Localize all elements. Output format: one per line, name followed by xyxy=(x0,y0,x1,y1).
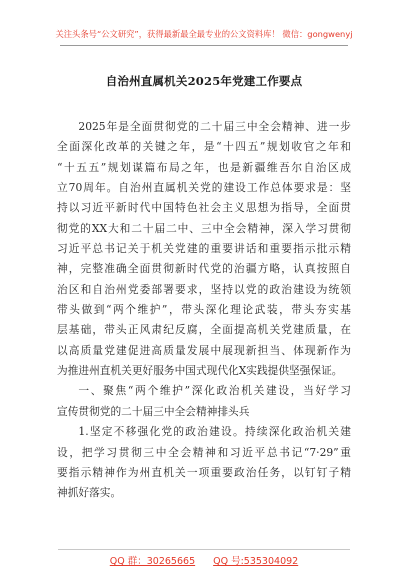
body-line: 神，完整准确全面贯彻新时代党的治疆方略，认真按照自 xyxy=(57,262,351,276)
qq-group-link[interactable]: QQ 群：30265665 xyxy=(109,556,196,567)
body-line: 习近平总书记关于机关党建的重要讲话和重要指示批示精 xyxy=(57,242,351,256)
body-line: 层基础，带头正风肃纪反腐，全面提高机关党建质量，在 xyxy=(57,323,351,337)
body-line: 设，把学习贯彻三中全会精神和习近平总书记“7·29”重 xyxy=(57,445,351,459)
header-divider xyxy=(60,45,348,46)
body-line: 立70周年。自治州直属机关党的建设工作总体要求是：坚 xyxy=(57,181,351,195)
body-line: 要指示精神作为州直机关一项重要政治任务，以钉钉子精 xyxy=(57,465,351,479)
header-banner: 关注头条号“公文研究”，获得最新最全最专业的公文资料库！ 微信：gongwenyj xyxy=(55,29,353,39)
footer-contact xyxy=(0,553,408,567)
footer-divider xyxy=(58,549,350,550)
section-heading-line: 一、聚焦“两个维护”深化政治机关建设，当好学习 xyxy=(78,384,351,398)
document-title: 自治州直属机关2025年党建工作要点 xyxy=(105,74,303,88)
qq-number-link[interactable]: QQ 号:535304092 xyxy=(213,556,299,567)
body-line: 神抓好落实。 xyxy=(57,486,122,500)
body-line: 1.坚定不移强化党的政治建设。持续深化政治机关建 xyxy=(78,425,351,439)
body-line: 持以习近平新时代中国特色社会主义思想为指导，全面贯 xyxy=(57,201,351,215)
body-line: 为推进州直机关更好服务中国式现代化X实践提供坚强保证。 xyxy=(57,364,343,378)
body-line: “十五五”规划谋篇布局之年，也是新疆维吾尔自治区成 xyxy=(57,160,351,174)
body-line: 治区和自治州党委部署要求，坚持以党的政治建设为统领 xyxy=(57,282,351,296)
body-line: 全面深化改革的关键之年，是“十四五”规划收官之年和 xyxy=(57,140,351,154)
body-line: 彻党的XX大和二十届二中、三中全会精神，深入学习贯彻 xyxy=(57,221,351,235)
body-line: 以高质量党建促进高质量发展中展现新担当、体现新作为 xyxy=(57,343,351,357)
section-heading-line: 宣传贯彻党的二十届三中全会精神排头兵 xyxy=(57,404,250,418)
document-body xyxy=(57,117,351,504)
body-line: 2025年是全面贯彻党的二十届三中全会精神、进一步 xyxy=(78,120,351,133)
body-line: 带头做到“两个维护”，带头深化理论武装，带头夯实基 xyxy=(57,303,351,317)
